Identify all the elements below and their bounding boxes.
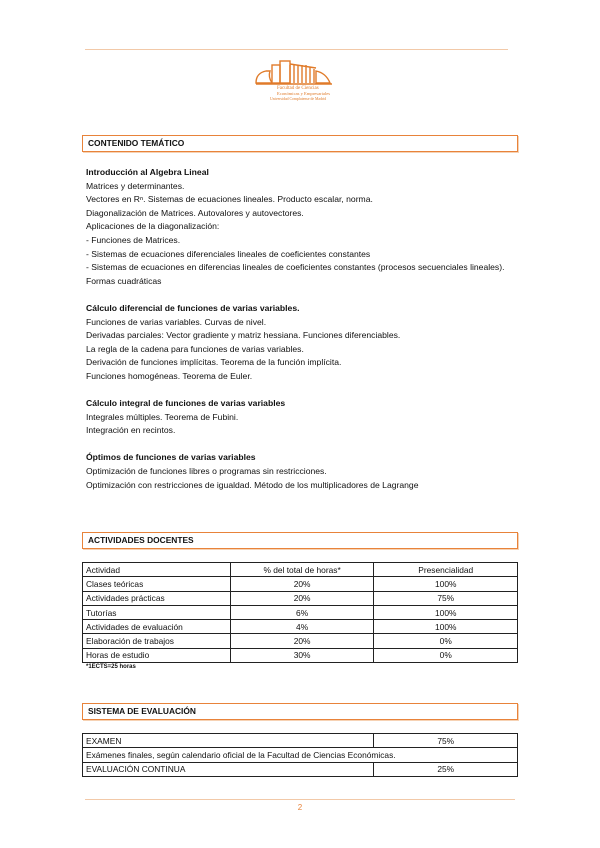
table-cell: Tutorías — [83, 605, 231, 619]
block-line: - Funciones de Matrices. — [86, 234, 181, 245]
table-cell: 75% — [374, 591, 518, 605]
table-cell: Elaboración de trabajos — [83, 634, 231, 648]
block-line: Derivación de funciones implícitas. Teorema de la función implícita. — [86, 357, 342, 368]
table-row — [83, 648, 518, 662]
table-cell: 4% — [230, 620, 374, 634]
table-cell: Actividades de evaluación — [83, 620, 231, 634]
contenido-body — [86, 166, 516, 492]
table-row — [83, 734, 518, 748]
section-heading-contenido: CONTENIDO TEMÁTICO — [82, 135, 518, 152]
table-row — [83, 748, 518, 762]
table-cell: 20% — [230, 591, 374, 605]
block-line: Aplicaciones de la diagonalización: — [86, 221, 220, 232]
logo-line-1: Facultad de Ciencias — [277, 86, 319, 91]
table-cell: 75% — [374, 734, 518, 748]
block-line: Funciones homogéneas. Teorema de Euler. — [86, 370, 253, 381]
block-line: - Sistemas de ecuaciones diferenciales lineales de coeficientes constantes — [86, 248, 371, 259]
block-line: Formas cuadráticas — [86, 275, 162, 286]
table-row — [83, 634, 518, 648]
block-line: Optimización con restricciones de igualdad. Método de los multiplicadores de Lagrange — [86, 479, 419, 490]
footer-rule — [85, 799, 515, 800]
block-line: - Sistemas de ecuaciones en diferencias lineales de coeficientes constantes (procesos secuenciales lineales). — [86, 262, 505, 273]
table-cell: 30% — [230, 648, 374, 662]
table-cell: EXAMEN — [83, 734, 374, 748]
block-line: Matrices y determinantes. — [86, 180, 185, 191]
table-cell: 20% — [230, 634, 374, 648]
table-cell: 0% — [374, 648, 518, 662]
block-line: Derivadas parciales: Vector gradiente y matriz hessiana. Funciones diferenciables. — [86, 330, 401, 341]
block-title: Cálculo integral de funciones de varias variables — [86, 398, 286, 409]
logo-line-2: Económicas y Empresariales — [277, 91, 331, 96]
evaluacion-table — [82, 733, 518, 777]
block-line: Diagonalización de Matrices. Autovalores y autovectores. — [86, 207, 304, 218]
table-cell: Horas de estudio — [83, 648, 231, 662]
logo-line-3: Universidad Complutense de Madrid — [270, 97, 327, 101]
column-header: % del total de horas* — [230, 563, 374, 577]
table-cell: 100% — [374, 605, 518, 619]
table-row — [83, 591, 518, 605]
table-cell: Actividades prácticas — [83, 591, 231, 605]
table-header-row — [83, 563, 518, 577]
table-row — [83, 577, 518, 591]
block-line: Integración en recintos. — [86, 425, 176, 436]
ects-note: *1ECTS=25 horas — [86, 664, 136, 670]
table-cell: 6% — [230, 605, 374, 619]
table-cell: 100% — [374, 577, 518, 591]
university-building-logo-icon — [254, 59, 338, 111]
block-title: Óptimos de funciones de varias variables — [86, 452, 256, 463]
block-line: Optimización de funciones libres o programas sin restricciones. — [86, 466, 327, 477]
block-line: La regla de la cadena para funciones de varias variables. — [86, 343, 304, 354]
table-row — [83, 762, 518, 776]
table-cell: 0% — [374, 634, 518, 648]
block-title: Cálculo diferencial de funciones de varias variables. — [86, 302, 300, 313]
actividades-table — [82, 562, 518, 663]
section-heading-actividades: ACTIVIDADES DOCENTES — [82, 532, 518, 549]
block-title: Introducción al Algebra Lineal — [86, 167, 209, 177]
table-cell: 100% — [374, 620, 518, 634]
table-cell: EVALUACIÓN CONTINUA — [83, 762, 374, 776]
table-row — [83, 620, 518, 634]
table-cell: 20% — [230, 577, 374, 591]
header-rule — [85, 49, 508, 50]
table-cell: 25% — [374, 762, 518, 776]
column-header: Presencialidad — [374, 563, 518, 577]
block-line: Funciones de varias variables. Curvas de nivel. — [86, 316, 267, 327]
page-number: 2 — [297, 803, 303, 812]
table-cell: Clases teóricas — [83, 577, 231, 591]
column-header: Actividad — [83, 563, 231, 577]
table-row — [83, 605, 518, 619]
table-cell: Exámenes finales, según calendario oficial de la Facultad de Ciencias Económicas. — [83, 748, 518, 762]
block-line: Vectores en Rⁿ. Sistemas de ecuaciones lineales. Producto escalar, norma. — [86, 194, 373, 205]
block-line: Integrales múltiples. Teorema de Fubini. — [86, 411, 239, 422]
section-heading-evaluacion: SISTEMA DE EVALUACIÓN — [82, 703, 518, 720]
